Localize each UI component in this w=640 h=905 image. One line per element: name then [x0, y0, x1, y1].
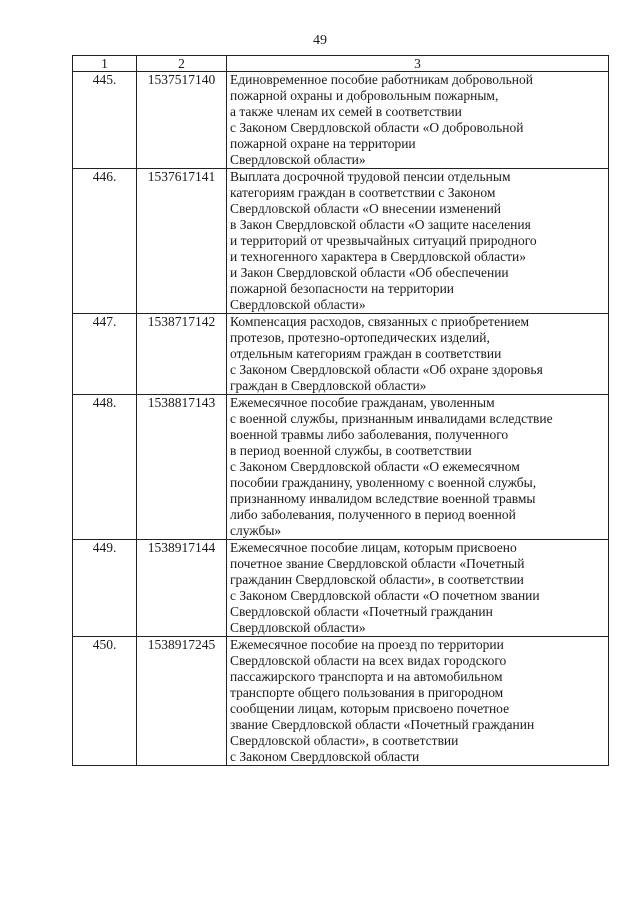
description-line: гражданин Свердловской области», в соответствии — [230, 572, 524, 587]
description — [227, 637, 609, 766]
description — [227, 395, 609, 540]
description-line: категориям граждан в соответствии с Законом — [230, 185, 496, 200]
table-row — [73, 169, 609, 314]
row-number: 449. — [73, 540, 137, 637]
description-line: Свердловской области на всех видах городского — [230, 653, 507, 668]
description-line: с Законом Свердловской области «Об охране здоровья — [230, 362, 543, 377]
description-line: пожарной безопасности на территории — [230, 281, 455, 296]
benefits-table — [72, 55, 609, 766]
description-line: сообщении лицам, которым присвоено почетное — [230, 701, 510, 716]
description-line: Выплата досрочной трудовой пенсии отдельным — [230, 169, 511, 184]
description-line: Свердловской области» — [230, 152, 366, 167]
description-line: и Закон Свердловской области «Об обеспечении — [230, 265, 509, 280]
description-line: и территорий от чрезвычайных ситуаций природного — [230, 233, 537, 248]
description-line: почетное звание Свердловской области «Почетный — [230, 556, 525, 571]
description-line: Ежемесячное пособие на проезд по территории — [230, 637, 504, 652]
description-line: Компенсация расходов, связанных с приобретением — [230, 314, 530, 329]
table-row — [73, 637, 609, 766]
description-line: с Законом Свердловской области — [230, 749, 420, 764]
description-line: звание Свердловской области «Почетный гражданин — [230, 717, 535, 732]
table-row — [73, 540, 609, 637]
row-number: 450. — [73, 637, 137, 766]
budget-code: 1538817143 — [137, 395, 227, 540]
table-header-row — [73, 56, 609, 72]
budget-code: 1538917144 — [137, 540, 227, 637]
description-line: пассажирского транспорта и на автомобильном — [230, 669, 503, 684]
description-line: Ежемесячное пособие лицам, которым присвоено — [230, 540, 517, 555]
description — [227, 169, 609, 314]
description-line: Свердловской области «О внесении изменений — [230, 201, 502, 216]
description-line: транспорте общего пользования в пригородном — [230, 685, 504, 700]
description-line: и техногенного характера в Свердловской области» — [230, 249, 526, 264]
table-row — [73, 314, 609, 395]
budget-code: 1537517140 — [137, 72, 227, 169]
description-line: с Законом Свердловской области «О почетном звании — [230, 588, 540, 603]
row-number: 448. — [73, 395, 137, 540]
description-line: Единовременное пособие работникам добровольной — [230, 72, 533, 87]
table-body — [73, 56, 609, 766]
budget-code: 1538917245 — [137, 637, 227, 766]
description — [227, 314, 609, 395]
page-number: 49 — [313, 33, 327, 48]
description-line: в Закон Свердловской области «О защите населения — [230, 217, 531, 232]
description-line: отдельным категориям граждан в соответствии — [230, 346, 502, 361]
description-line: пожарной охраны и добровольным пожарным, — [230, 88, 499, 103]
description-line: граждан в Свердловской области» — [230, 378, 427, 393]
description-line: Ежемесячное пособие гражданам, уволенным — [230, 395, 495, 410]
description-line: либо заболевания, полученного в период военной — [230, 507, 516, 522]
description-line: пособии гражданину, уволенному с военной службы, — [230, 475, 537, 490]
row-number: 447. — [73, 314, 137, 395]
row-number: 445. — [73, 72, 137, 169]
description-line: протезов, протезно-ортопедических изделий, — [230, 330, 490, 345]
column-header-3: 3 — [227, 56, 609, 72]
description-line: Свердловской области «Почетный гражданин — [230, 604, 493, 619]
description-line: службы» — [230, 523, 282, 538]
description-line: пожарной охране на территории — [230, 136, 416, 151]
description-line: а также членам их семей в соответствии — [230, 104, 462, 119]
description-line: с Законом Свердловской области «О ежемесячном — [230, 459, 520, 474]
budget-code: 1537617141 — [137, 169, 227, 314]
description-line: признанному инвалидом вследствие военной травмы — [230, 491, 536, 506]
budget-code: 1538717142 — [137, 314, 227, 395]
description-line: с военной службы, признанным инвалидами вследствие — [230, 411, 553, 426]
table-row — [73, 395, 609, 540]
description-line: Свердловской области» — [230, 620, 366, 635]
description-line: в период военной службы, в соответствии — [230, 443, 472, 458]
column-header-2: 2 — [137, 56, 227, 72]
description-line: Свердловской области» — [230, 297, 366, 312]
description — [227, 540, 609, 637]
description-line: с Законом Свердловской области «О добровольной — [230, 120, 524, 135]
description-line: военной травмы либо заболевания, полученного — [230, 427, 509, 442]
column-header-1: 1 — [73, 56, 137, 72]
row-number: 446. — [73, 169, 137, 314]
description-line: Свердловской области», в соответствии — [230, 733, 459, 748]
description — [227, 72, 609, 169]
table-row — [73, 72, 609, 169]
